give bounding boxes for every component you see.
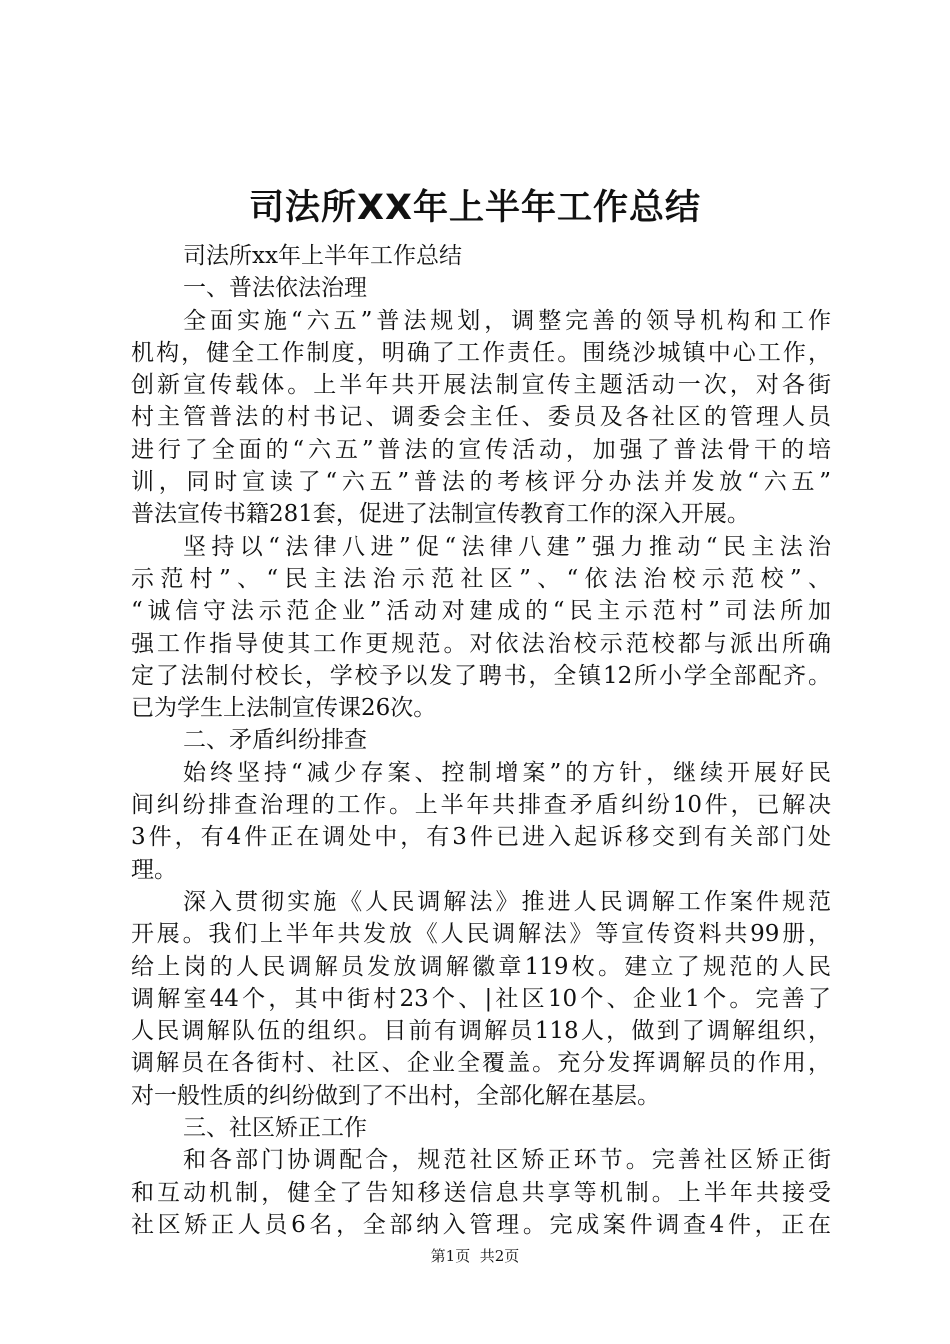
text-line: 创新宣传载体。上半年共开展法制宣传主题活动一次，对各街 <box>131 372 831 399</box>
text-line: 定了法制付校长，学校予以发了聘书，全镇12所小学全部配齐。 <box>131 662 831 689</box>
text-line: 三、社区矫正工作 <box>183 1115 367 1142</box>
text-line: 社区矫正人员6名，全部纳入管理。完成案件调查4件，正在 <box>131 1211 831 1238</box>
text-line: 理。 <box>131 856 177 883</box>
text-line: 和各部门协调配合，规范社区矫正环节。完善社区矫正街 <box>183 1147 831 1174</box>
text-line: 已为学生上法制宣传课26次。 <box>131 695 437 722</box>
text-line: 二、矛盾纠纷排查 <box>183 727 367 754</box>
text-line: 给上岗的人民调解员发放调解徽章119枚。建立了规范的人民 <box>131 953 831 980</box>
text-line: 调解室44个，其中街村23个、|社区10个、企业1个。完善了 <box>131 985 831 1012</box>
text-line: 一、普法依法治理 <box>183 275 367 302</box>
document-body <box>131 240 831 1241</box>
text-line: 示范村”、“民主法治示范社区”、“依法治校示范校”、 <box>131 565 831 592</box>
text-line: 全面实施“六五”普法规划，调整完善的领导机构和工作 <box>183 307 831 334</box>
page-footer <box>0 1245 950 1267</box>
text-line: 村主管普法的村书记、调委会主任、委员及各社区的管理人员 <box>131 404 831 431</box>
text-line: 普法宣传书籍281套，促进了法制宣传教育工作的深入开展。 <box>131 501 750 528</box>
text-line: 对一般性质的纠纷做到了不出村，全部化解在基层。 <box>131 1082 660 1109</box>
document-title: 司法所XX年上半年工作总结 <box>249 188 701 228</box>
text-line: 深入贯彻实施《人民调解法》推进人民调解工作案件规范 <box>183 888 831 915</box>
text-line: 司法所xx年上半年工作总结 <box>183 243 462 269</box>
text-line: 坚持以“法律八进”促“法律八建”强力推动“民主法治 <box>183 533 831 560</box>
text-line: 人民调解队伍的组织。目前有调解员118人，做到了调解组织， <box>131 1018 831 1045</box>
text-line: 进行了全面的“六五”普法的宣传活动，加强了普法骨干的培 <box>131 436 831 463</box>
text-line: 和互动机制，健全了告知移送信息共享等机制。上半年共接受 <box>131 1179 831 1206</box>
text-line: “诚信守法示范企业”活动对建成的“民主示范村”司法所加 <box>131 598 831 625</box>
text-line: 强工作指导使其工作更规范。对依法治校示范校都与派出所确 <box>131 630 831 657</box>
text-line: 开展。我们上半年共发放《人民调解法》等宣传资料共99册， <box>131 921 831 948</box>
text-line: 调解员在各街村、社区、企业全覆盖。充分发挥调解员的作用， <box>131 1050 831 1077</box>
page-total: 共2页 <box>479 1247 520 1265</box>
text-line: 3件，有4件正在调处中，有3件已进入起诉移交到有关部门处 <box>131 824 831 851</box>
text-line: 始终坚持“减少存案、控制增案”的方针，继续开展好民 <box>183 759 831 786</box>
page-number: 第1页 <box>430 1247 471 1265</box>
text-line: 间纠纷排查治理的工作。上半年共排查矛盾纠纷10件，已解决 <box>131 792 831 819</box>
text-line: 机构，健全工作制度，明确了工作责任。围绕沙城镇中心工作， <box>131 339 831 366</box>
text-line: 训，同时宣读了“六五”普法的考核评分办法并发放“六五” <box>131 469 831 496</box>
